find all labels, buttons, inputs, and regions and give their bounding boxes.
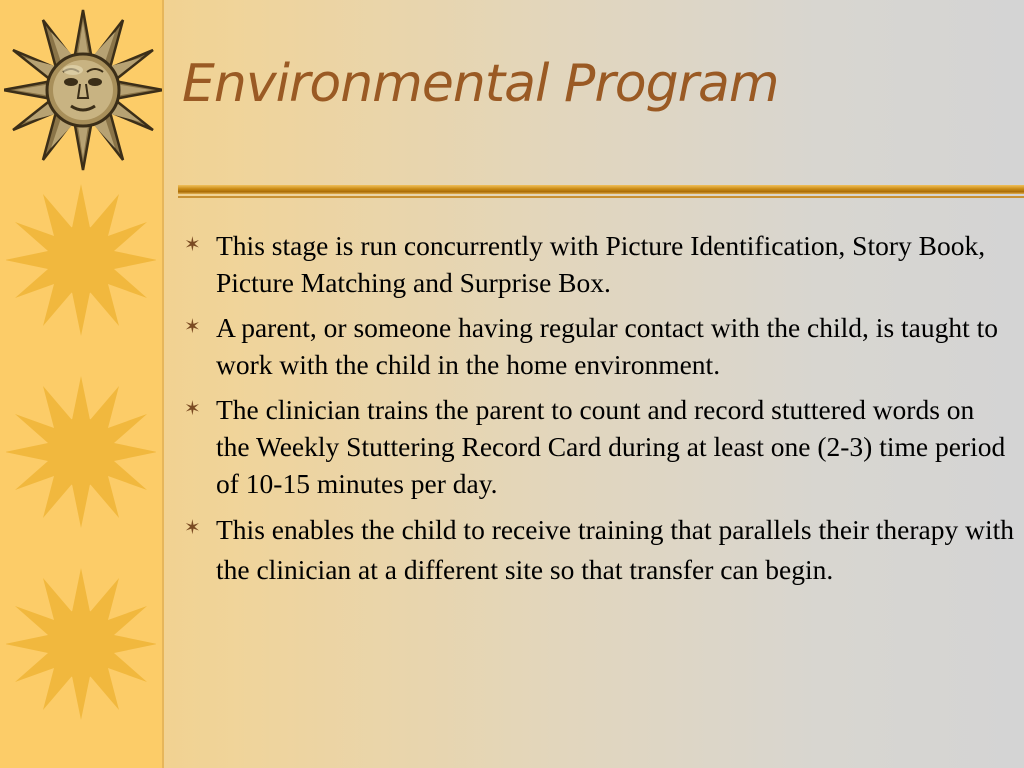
bullet-item [182, 309, 1014, 383]
bullet-item [182, 227, 1014, 301]
bullet-text: This stage is run concurrently with Picture Identification, Story Book, Picture Matching and Surprise Box. [216, 230, 986, 298]
six-point-star-icon: ✶ [184, 398, 201, 420]
bullet-item [182, 391, 1014, 502]
bullet-text: This enables the child to receive training that parallels their therapy with the clinician at a different site so that transfer can begin. [216, 514, 1014, 585]
bullet-item [182, 510, 1014, 590]
sun-face-icon [4, 6, 162, 172]
six-point-star-icon: ✶ [184, 234, 201, 256]
bullet-text: A parent, or someone having regular contact with the child, is taught to work with the child in the home environment. [216, 312, 999, 380]
six-point-star-icon: ✶ [184, 517, 201, 539]
six-point-star-icon: ✶ [184, 316, 201, 338]
title-divider [178, 183, 1024, 201]
sun-decoration-icon [6, 180, 156, 340]
slide-title: Environmental Program [182, 54, 779, 114]
bullet-list [182, 227, 1014, 598]
sun-decoration-icon [6, 372, 156, 532]
sun-decoration-icon [6, 564, 156, 724]
bullet-text: The clinician trains the parent to count and record stuttered words on the Weekly Stuttering Record Card during at least one (2-3) time period of 10-15 minutes per day. [216, 394, 1006, 499]
